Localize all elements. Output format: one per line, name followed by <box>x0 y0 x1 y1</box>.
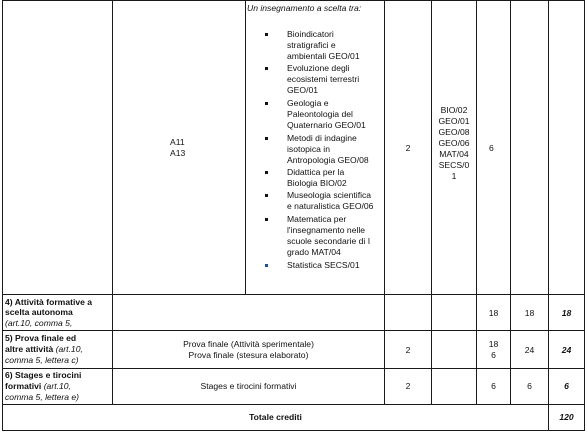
course-line: l'insegnamento nelle <box>287 225 366 235</box>
col-divider <box>245 0 246 295</box>
row-divider <box>2 368 584 369</box>
credits-value: 18 <box>488 339 499 349</box>
course-line: scuole secondarie di I <box>287 236 371 246</box>
sector-code: MAT/04 <box>439 149 469 159</box>
row-reference: comma 5, lettera c) <box>5 355 79 365</box>
sector-code: GEO/08 <box>438 127 470 137</box>
row-divider <box>2 294 584 295</box>
credits-value: 6 <box>491 381 496 391</box>
elective-intro: Un insegnamento a scelta tra: <box>247 3 362 13</box>
row-reference: (art.10, <box>43 381 71 391</box>
cfu-value: 2 <box>405 345 411 355</box>
row-title: formativi <box>5 381 42 391</box>
course-line: Didattica per la <box>287 167 345 177</box>
course-line: ambientali GEO/01 <box>287 51 360 61</box>
course-line: Biologia BIO/02 <box>287 178 347 188</box>
course-line: grado MAT/04 <box>287 247 341 257</box>
sector-code: GEO/06 <box>438 138 470 148</box>
course-line: e naturalistica GEO/06 <box>287 201 374 211</box>
row-divider <box>2 404 584 405</box>
total-credits-label: Totale crediti <box>249 412 302 422</box>
row-title: 6) Stages e tirocini <box>5 370 82 380</box>
table-border-top <box>2 0 584 1</box>
subtotal-value: 6 <box>527 381 532 391</box>
bullet-icon <box>265 194 268 197</box>
row-title-line <box>5 344 83 354</box>
course-line: Paleontologia del <box>287 109 353 119</box>
course-line: Evoluzione degli <box>287 63 350 73</box>
bullet-icon <box>265 218 268 221</box>
table-border-right <box>584 0 585 431</box>
row-reference: (art.10, <box>55 344 83 354</box>
row-title-line <box>5 381 71 391</box>
activity-code: A11 <box>170 137 185 147</box>
course-line: Bioindicatori <box>287 29 334 39</box>
bullet-icon <box>265 102 268 105</box>
sector-code: BIO/02 <box>440 105 468 115</box>
activity-item: Prova finale (Attività sperimentale) <box>183 339 314 349</box>
col-divider <box>510 0 511 404</box>
total-value: 6 <box>564 381 569 391</box>
row-divider <box>2 330 584 331</box>
course-line: isotopica in <box>287 144 330 154</box>
row-reference: comma 5, lettera e) <box>5 392 80 402</box>
activity-code: A13 <box>170 148 186 158</box>
course-line: Statistica SECS/01 <box>287 260 360 270</box>
subtotal-value: 24 <box>524 345 535 355</box>
row-title: altre attività <box>5 344 54 354</box>
course-line: stratigrafici e <box>287 40 336 50</box>
row-title: scelta autonoma <box>5 307 73 317</box>
row-title: 4) Attività formative a <box>5 297 93 307</box>
credits-value: 6 <box>491 350 496 360</box>
course-line: Geologia e <box>287 98 329 108</box>
credits-value: 6 <box>489 143 494 153</box>
cfu-value: 2 <box>405 143 411 153</box>
col-divider <box>548 0 549 431</box>
sector-code: SECS/0 <box>438 160 470 170</box>
sector-code: 1 <box>451 171 457 181</box>
subtotal-value: 18 <box>524 308 535 318</box>
total-value: 18 <box>561 308 572 318</box>
row-title: 5) Prova finale ed <box>5 333 77 343</box>
credits-value: 18 <box>488 308 499 318</box>
course-line: Matematica per <box>287 214 347 224</box>
course-line: Quaternario GEO/01 <box>287 120 366 130</box>
cfu-value: 2 <box>405 381 411 391</box>
total-value: 24 <box>561 345 572 355</box>
bullet-icon <box>265 171 268 174</box>
sector-code: GEO/01 <box>438 116 470 126</box>
col-divider <box>384 0 385 404</box>
course-line: ecosistemi terrestri <box>287 74 360 84</box>
table-border-left <box>2 0 3 431</box>
activity-item: Stages e tirocini formativi <box>200 381 297 391</box>
course-line: Museologia scientifica <box>287 190 372 200</box>
row-reference: (art.10, comma 5, <box>5 318 73 328</box>
col-divider <box>431 0 432 404</box>
table-border-bottom <box>2 430 584 431</box>
activity-item: Prova finale (stesura elaborato) <box>188 350 309 360</box>
total-credits-value: 120 <box>559 412 574 422</box>
course-line: Metodi di indagine <box>287 133 357 143</box>
bullet-icon <box>265 67 268 70</box>
bullet-icon <box>265 33 268 36</box>
bullet-icon <box>265 137 268 140</box>
bullet-icon <box>265 264 268 267</box>
course-line: Antropologia GEO/08 <box>287 155 369 165</box>
course-line: GEO/01 <box>287 85 319 95</box>
